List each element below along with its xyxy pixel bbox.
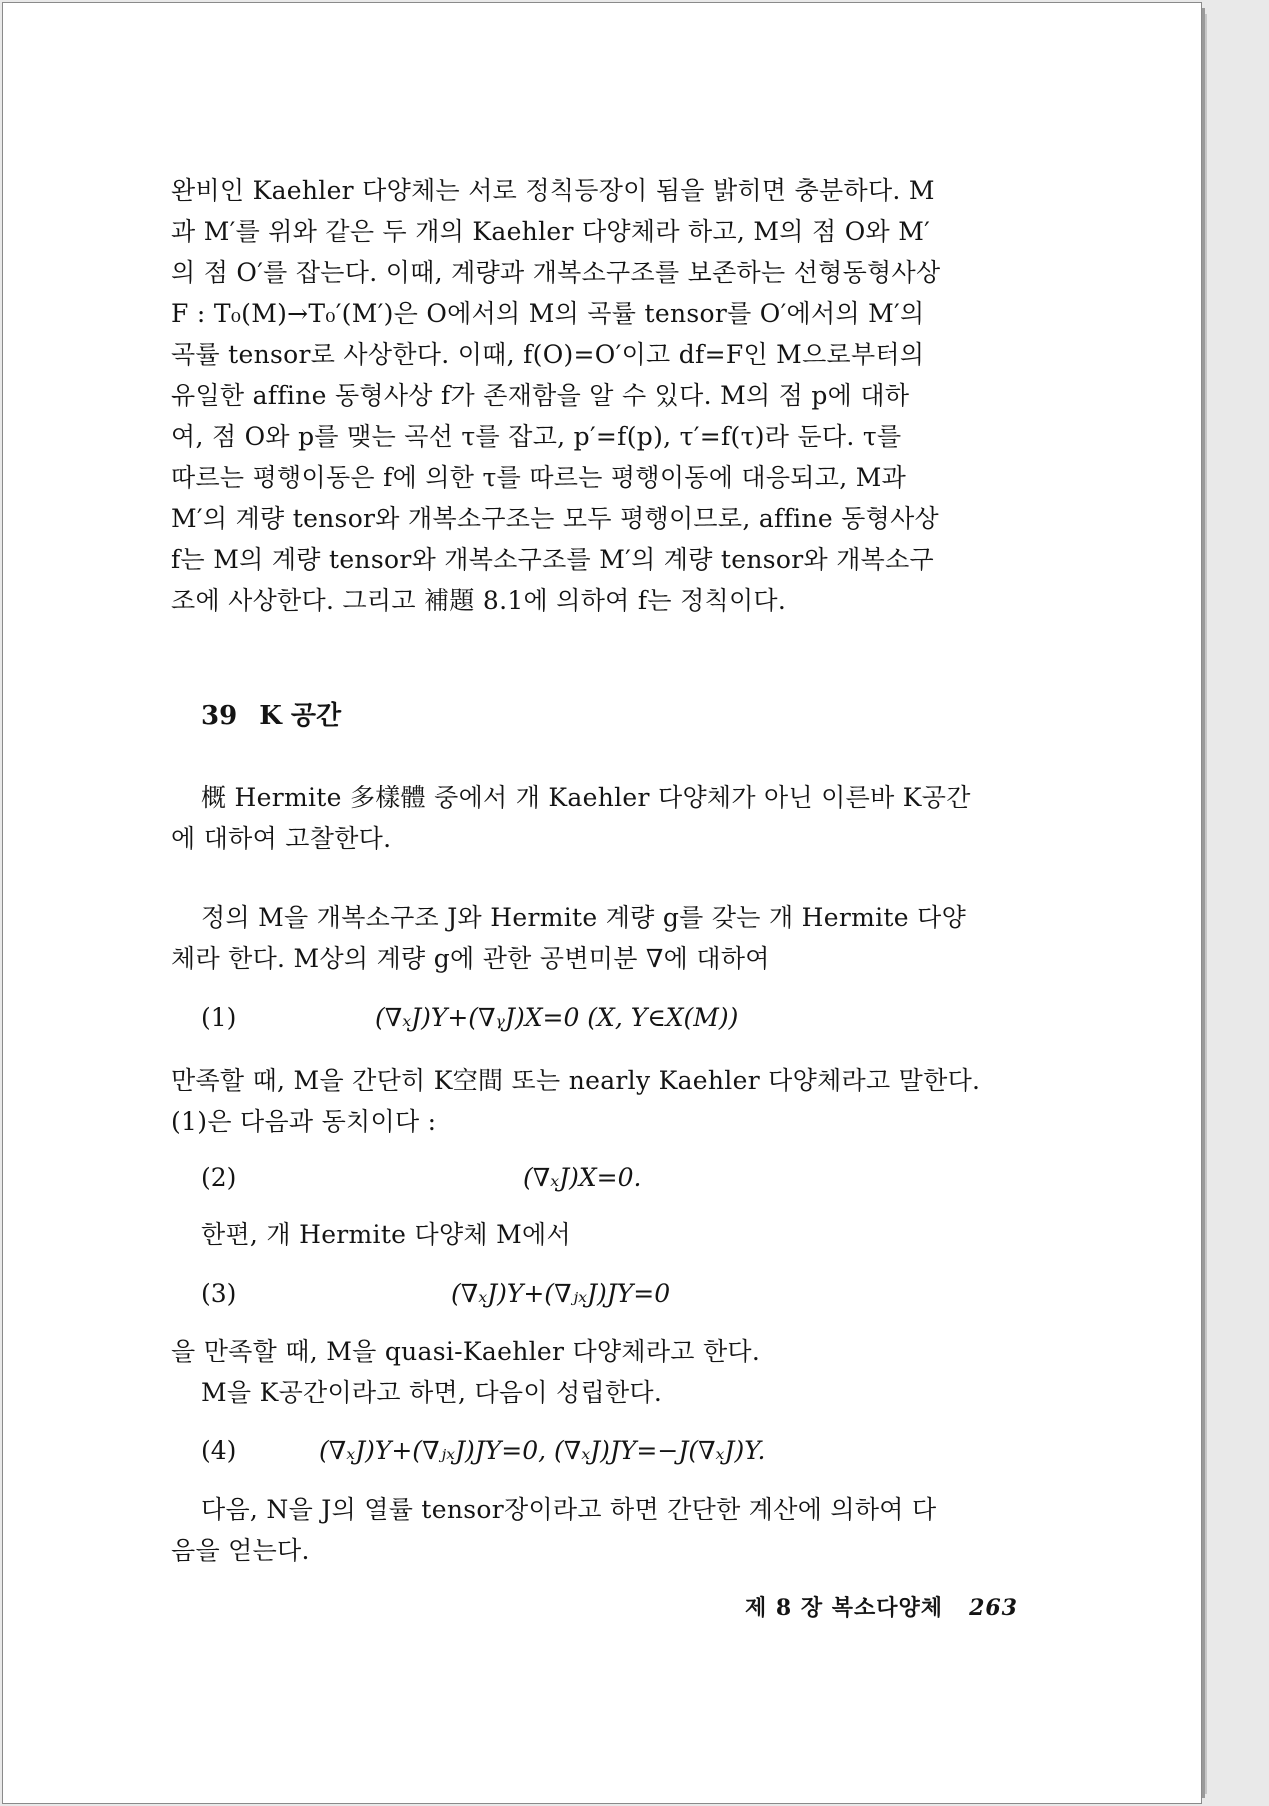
body-line: 의 점 O′를 잡는다. 이때, 계량과 개복소구조를 보존하는 선형동형사상: [171, 258, 941, 287]
section-heading: [201, 695, 341, 732]
body-line: 유일한 affine 동형사상 f가 존재함을 알 수 있다. M의 점 p에 대하: [171, 381, 910, 410]
intro-line: 概 Hermite 多樣體 중에서 개 Kaehler 다양체가 아닌 이른바 K공간: [201, 783, 971, 812]
body-line: 만족할 때, M을 간단히 K空間 또는 nearly Kaehler 다양체라고 말한다.: [171, 1066, 981, 1095]
book-page: [2, 2, 1202, 1804]
body-line: 다음, N을 J의 열률 tensor장이라고 하면 간단한 계산에 의하여 다: [201, 1495, 937, 1524]
body-line: 따르는 평행이동은 f에 의한 τ를 따르는 평행이동에 대응되고, M과: [171, 463, 907, 492]
body-line: F : T₀(M)→T₀′(M′)은 O에서의 M의 곡률 tensor를 O′에서의 M′의: [171, 299, 925, 328]
equation-4: (∇ₓJ)Y+(∇ⱼₓJ)JY=0, (∇ₓJ)JY=−J(∇ₓJ)Y.: [319, 1436, 766, 1465]
body-line: 조에 사상한다. 그리고 補題 8.1에 의하여 f는 정칙이다.: [171, 586, 787, 615]
body-line: f는 M의 계량 tensor와 개복소구조를 M′의 계량 tensor와 개복소구: [171, 545, 934, 574]
equation-2: (∇ₓJ)X=0.: [523, 1163, 642, 1192]
equation-3: (∇ₓJ)Y+(∇ⱼₓJ)JY=0: [451, 1279, 671, 1308]
body-line: 여, 점 O와 p를 맺는 곡선 τ를 잡고, p′=f(p), τ′=f(τ)라 둔다. τ를: [171, 422, 902, 451]
definition-line: 체라 한다. M상의 계량 g에 관한 공변미분 ∇에 대하여: [171, 944, 770, 973]
chapter-label: 제 8 장 복소다양체: [745, 1595, 944, 1621]
body-line: M을 K공간이라고 하면, 다음이 성립한다.: [201, 1378, 663, 1407]
body-line: M′의 계량 tensor와 개복소구조는 모두 평행이므로, affine 동형사상: [171, 504, 939, 533]
body-line: 완비인 Kaehler 다양체는 서로 정칙등장이 됨을 밝히면 충분하다. M: [171, 176, 935, 205]
body-line: 곡률 tensor로 사상한다. 이때, f(O)=O′이고 df=F인 M으로부터의: [171, 340, 925, 369]
body-line: 을 만족할 때, M을 quasi-Kaehler 다양체라고 한다.: [171, 1337, 761, 1366]
body-line: 한편, 개 Hermite 다양체 M에서: [201, 1220, 571, 1249]
page-number: 263: [969, 1595, 1018, 1621]
equation-label: (1): [201, 1003, 237, 1032]
section-title: K 공간: [259, 701, 342, 731]
intro-line: 에 대하여 고찰한다.: [171, 824, 392, 853]
equation-label: (2): [201, 1163, 237, 1192]
body-line: (1)은 다음과 동치이다 :: [171, 1107, 437, 1136]
page-footer: [745, 1591, 1018, 1622]
body-line: 과 M′를 위와 같은 두 개의 Kaehler 다양체라 하고, M의 점 O와 M′: [171, 217, 931, 246]
page-edge-shadow: [1205, 14, 1207, 1794]
section-number: 39: [201, 701, 238, 731]
definition-line: 정의 M을 개복소구조 J와 Hermite 계량 g를 갖는 개 Hermite 다양: [201, 903, 967, 932]
body-line: 음을 얻는다.: [171, 1536, 310, 1565]
equation-label: (4): [201, 1436, 237, 1465]
equation-1: (∇ₓJ)Y+(∇ᵧJ)X=0 (X, Y∈X(M)): [375, 1003, 739, 1032]
equation-label: (3): [201, 1279, 237, 1308]
